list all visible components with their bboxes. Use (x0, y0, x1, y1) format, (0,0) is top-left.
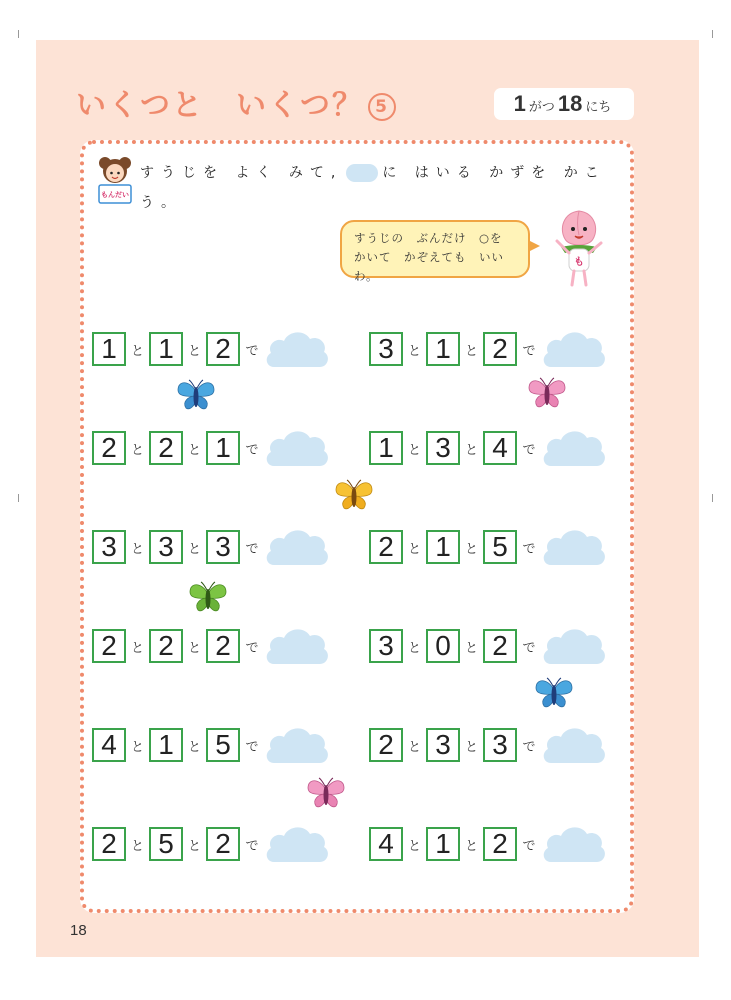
number-box: 2 (483, 827, 517, 861)
title-number-badge: 5 (368, 93, 396, 121)
answer-cloud-icon[interactable] (264, 822, 330, 866)
answer-cloud-icon[interactable] (264, 624, 330, 668)
number-box: 2 (206, 629, 240, 663)
number-box: 3 (149, 530, 183, 564)
particle-de: で (245, 640, 259, 656)
instruction-text (140, 158, 620, 218)
conjunction-to: と (464, 442, 478, 458)
number-box: 1 (149, 332, 183, 366)
number-box: 3 (483, 728, 517, 762)
date-day-label: にち (585, 99, 612, 114)
number-box: 5 (206, 728, 240, 762)
hint-line-1: すうじの ぶんだけ ○を (354, 231, 503, 245)
date-month: 1 (513, 91, 526, 116)
number-box: 2 (369, 530, 403, 564)
number-box: 2 (483, 332, 517, 366)
number-box: 1 (369, 431, 403, 465)
number-box: 2 (92, 431, 126, 465)
page-title (76, 80, 396, 124)
conjunction-to: と (464, 541, 478, 557)
conjunction-to: と (130, 442, 144, 458)
green-butterfly-icon (188, 580, 228, 616)
number-box: 1 (426, 530, 460, 564)
crop-mark (18, 494, 19, 502)
particle-de: で (245, 838, 259, 854)
number-box: 1 (206, 431, 240, 465)
conjunction-to: と (407, 541, 421, 557)
problem-right-2 (369, 428, 607, 468)
particle-de: で (522, 541, 536, 557)
number-box: 3 (426, 431, 460, 465)
date-day: 18 (557, 91, 583, 116)
number-box: 2 (92, 629, 126, 663)
number-box: 1 (426, 827, 460, 861)
instruction-part-2: に はいる かずを かこう。 (140, 165, 606, 211)
problem-left-6 (92, 824, 330, 864)
problem-right-4 (369, 626, 607, 666)
particle-de: で (245, 343, 259, 359)
peach-mascot-icon (553, 207, 605, 289)
problem-right-5 (369, 725, 607, 765)
yellow-butterfly-icon (334, 478, 374, 514)
problem-right-6 (369, 824, 607, 864)
number-box: 3 (206, 530, 240, 564)
number-box: 4 (92, 728, 126, 762)
answer-cloud-icon[interactable] (541, 426, 607, 470)
conjunction-to: と (130, 640, 144, 656)
number-box: 2 (206, 332, 240, 366)
conjunction-to: と (130, 838, 144, 854)
date-month-label: がつ (528, 99, 555, 114)
answer-cloud-icon[interactable] (264, 723, 330, 767)
number-box: 2 (483, 629, 517, 663)
crop-mark (712, 494, 713, 502)
hint-bubble (340, 220, 530, 283)
conjunction-to: と (187, 442, 201, 458)
conjunction-to: と (464, 640, 478, 656)
crop-mark (18, 30, 19, 38)
blue-butterfly-icon (176, 378, 216, 414)
conjunction-to: と (187, 838, 201, 854)
answer-cloud-icon[interactable] (264, 525, 330, 569)
number-box: 1 (426, 332, 460, 366)
instruction-part-1: すうじを よく みて, (140, 165, 343, 181)
answer-cloud-icon[interactable] (541, 525, 607, 569)
conjunction-to: と (187, 640, 201, 656)
number-box: 5 (483, 530, 517, 564)
problem-left-1 (92, 329, 330, 369)
answer-cloud-icon[interactable] (541, 327, 607, 371)
number-box: 4 (369, 827, 403, 861)
number-box: 1 (92, 332, 126, 366)
mascot-letter: も (574, 257, 584, 268)
conjunction-to: と (130, 739, 144, 755)
particle-de: で (522, 640, 536, 656)
conjunction-to: と (187, 541, 201, 557)
number-box: 3 (369, 629, 403, 663)
problem-left-2 (92, 428, 330, 468)
title-text: いくつと いくつ？ (76, 88, 364, 123)
problem-left-3 (92, 527, 330, 567)
particle-de: で (522, 442, 536, 458)
particle-de: で (522, 343, 536, 359)
crop-mark (712, 30, 713, 38)
conjunction-to: と (187, 343, 201, 359)
number-box: 4 (483, 431, 517, 465)
conjunction-to: と (407, 739, 421, 755)
conjunction-to: と (464, 343, 478, 359)
conjunction-to: と (130, 343, 144, 359)
answer-cloud-icon[interactable] (264, 327, 330, 371)
number-box: 2 (206, 827, 240, 861)
answer-cloud-icon[interactable] (264, 426, 330, 470)
number-box: 2 (369, 728, 403, 762)
conjunction-to: と (407, 838, 421, 854)
number-box: 3 (426, 728, 460, 762)
answer-cloud-icon[interactable] (541, 723, 607, 767)
particle-de: で (245, 541, 259, 557)
particle-de: で (522, 739, 536, 755)
number-box: 1 (149, 728, 183, 762)
mondai-label: もんだい (101, 191, 129, 199)
number-box: 3 (369, 332, 403, 366)
number-box: 0 (426, 629, 460, 663)
problem-right-3 (369, 527, 607, 567)
page-number: 18 (70, 922, 87, 939)
hint-line-2: かいて かぞえても いいわ。 (354, 250, 504, 283)
pink-butterfly-icon (527, 376, 567, 412)
problem-left-4 (92, 626, 330, 666)
number-box: 3 (92, 530, 126, 564)
particle-de: で (245, 442, 259, 458)
conjunction-to: と (130, 541, 144, 557)
number-box: 5 (149, 827, 183, 861)
conjunction-to: と (464, 739, 478, 755)
conjunction-to: と (407, 343, 421, 359)
answer-cloud-icon[interactable] (541, 624, 607, 668)
number-box: 2 (92, 827, 126, 861)
answer-cloud-icon[interactable] (541, 822, 607, 866)
problem-right-1 (369, 329, 607, 369)
conjunction-to: と (464, 838, 478, 854)
cloud-icon (346, 164, 378, 182)
conjunction-to: と (407, 640, 421, 656)
hint-bubble-tail (528, 240, 540, 252)
blue-butterfly-icon (534, 676, 574, 712)
conjunction-to: と (407, 442, 421, 458)
number-box: 2 (149, 431, 183, 465)
pink-butterfly-icon (306, 776, 346, 812)
girl-character-icon (95, 153, 135, 205)
conjunction-to: と (187, 739, 201, 755)
number-box: 2 (149, 629, 183, 663)
particle-de: で (522, 838, 536, 854)
problem-left-5 (92, 725, 330, 765)
particle-de: で (245, 739, 259, 755)
date-box (494, 88, 634, 120)
